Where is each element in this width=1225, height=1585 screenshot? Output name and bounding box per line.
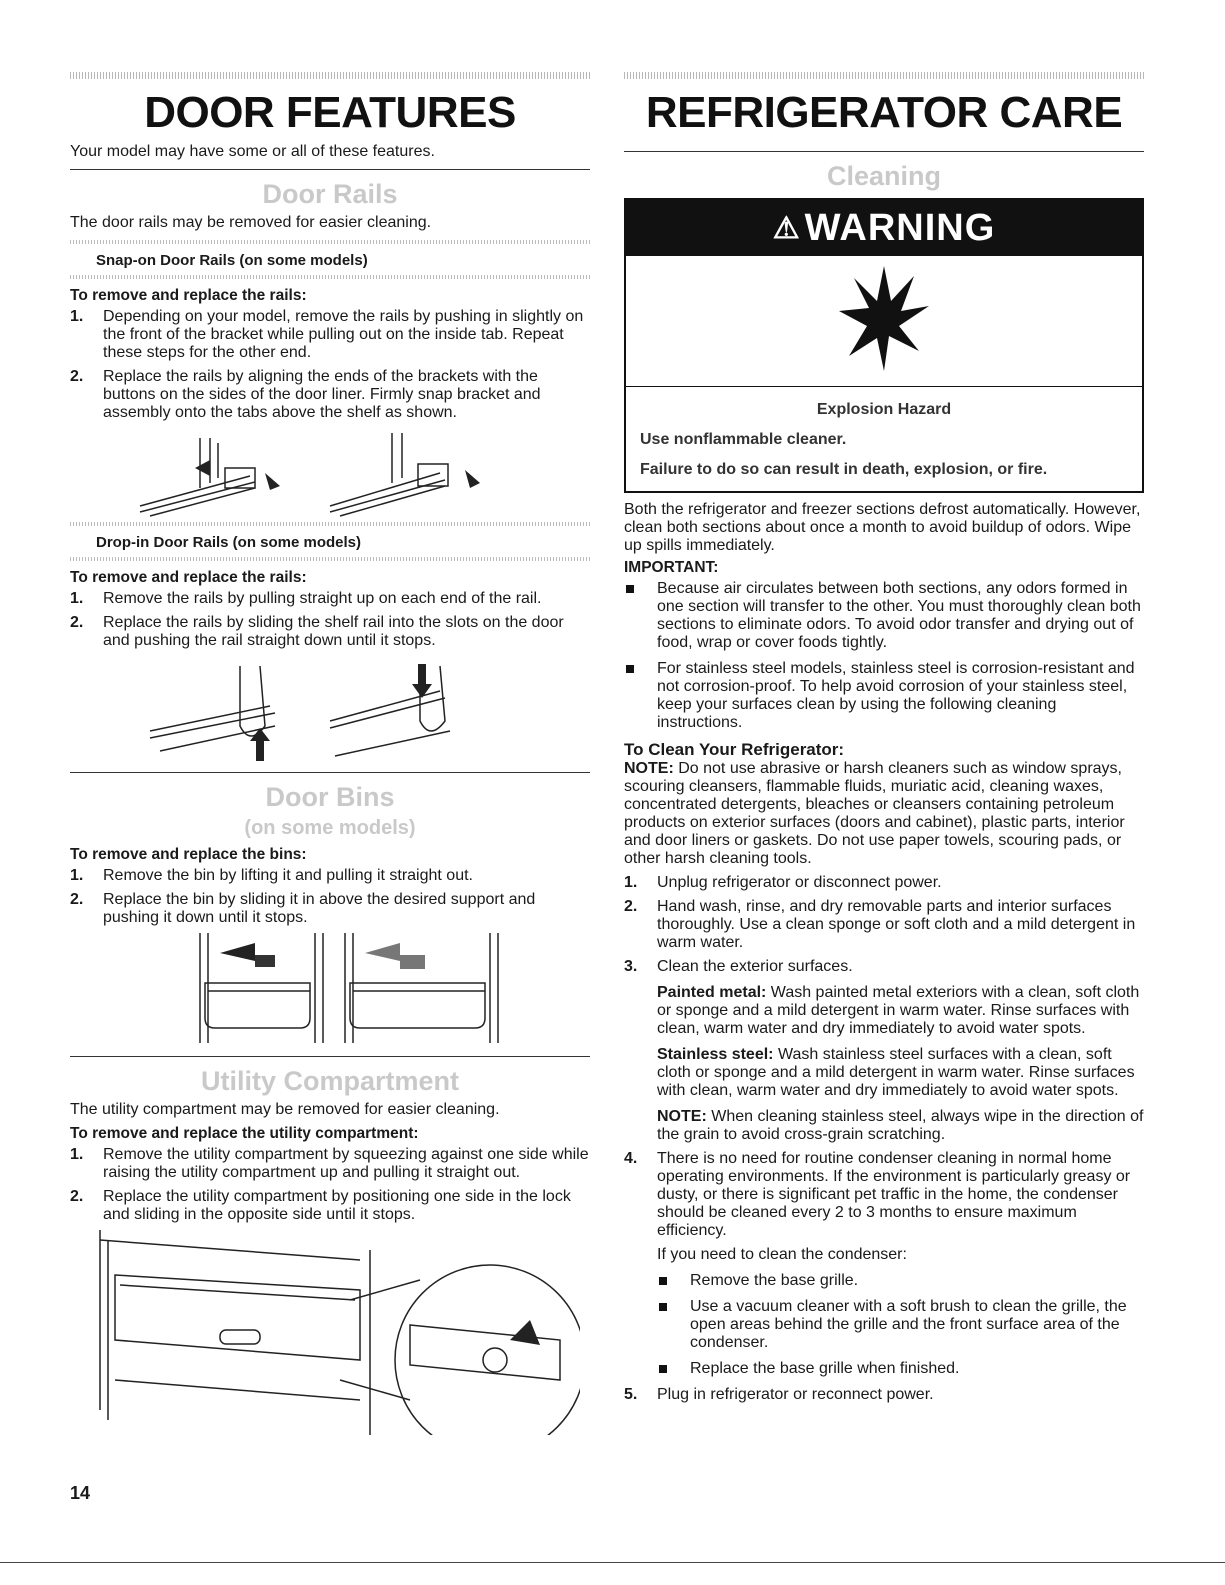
section-divider	[70, 169, 590, 170]
section-divider	[70, 1056, 590, 1057]
door-features-title: DOOR FEATURES	[144, 88, 516, 137]
section-divider	[70, 772, 590, 773]
defrost-paragraph: Both the refrigerator and freezer sections defrost automatically. However, clean both sections about once a month to avoid buildup of odors. Wipe up spills immediately.	[624, 501, 1141, 554]
list-item: Replace the base grille when finished.	[657, 1360, 1144, 1378]
note-paragraph: NOTE: Do not use abrasive or harsh cleaners such as window sprays, scouring cleansers, flammable fluids, muriatic acid, cleaning waxes, concentrated detergents, bleaches or cleansers containing petroleum products on exterior surfaces (doors and cabinet), plastic parts, interior and door liners or gaskets. Do not use paper towels, scouring pads, or other harsh cleaning tools.	[624, 760, 1125, 867]
subhead-hatch	[70, 557, 590, 561]
list-item: 1. Remove the bin by lifting it and pulling it straight out.	[70, 867, 473, 884]
refrigerator-care-title: REFRIGERATOR CARE	[645, 88, 1123, 137]
list-item: 1. Unplug refrigerator or disconnect power.	[624, 874, 942, 891]
door-bins-steps	[70, 867, 590, 927]
explosion-icon	[839, 266, 929, 376]
drop-in-heading: Drop-in Door Rails (on some models)	[96, 534, 362, 551]
warning-line: Use nonflammable cleaner.	[640, 431, 847, 448]
list-item: 2. Replace the bin by sliding it in above the desired support and pushing it down until it stops.	[70, 891, 536, 926]
list-item: For stainless steel models, stainless steel is corrosion-resistant and not corrosion-proof. To help avoid corrosion of your stainless steel, keep your surfaces clean by using the following cleaning instructions.	[624, 660, 1144, 732]
door-features-intro: Your model may have some or all of these features.	[70, 143, 435, 160]
warning-label: WARNING	[804, 206, 996, 249]
header-hatch	[70, 72, 590, 79]
section-divider	[624, 151, 1144, 152]
important-bullets	[624, 580, 1144, 732]
door-bin-illustration	[160, 933, 500, 1048]
snap-on-steps	[70, 308, 590, 422]
list-item: 2. Replace the rails by sliding the shelf rail into the slots on the door and pushing the rail straight down until it stops.	[70, 614, 564, 649]
warning-text	[626, 387, 1142, 491]
refrigerator-care-column	[624, 72, 1144, 1410]
door-rails-heading: Door Rails	[262, 179, 398, 209]
list-item: 4. There is no need for routine condenser cleaning in normal home operating environments. If the environment is particularly greasy or dusty, or there is significant pet traffic in the home, the condenser should be cleaned every 2 to 3 months to ensure maximum efficiency. If you need to clean the condenser: Remove the base grille. Use a vacuum cleaner with a soft brush to clean the grille, the open areas behind the grille and the front surface area of the condenser. Replace the base grille when finished.	[624, 1150, 1144, 1378]
utility-heading: Utility Compartment	[200, 1066, 460, 1096]
painted-metal-paragraph: Painted metal: Wash painted metal exteriors with a clean, soft cloth or sponge and a mild detergent in warm water. Rinse surfaces with clean, warm water and dry immediately to avoid water spots.	[657, 984, 1140, 1037]
drop-in-steps	[70, 590, 590, 650]
page-bottom-rule	[0, 1562, 1225, 1563]
utility-instr: To remove and replace the utility compartment:	[70, 1125, 419, 1142]
warning-header	[626, 200, 1142, 256]
condenser-intro: If you need to clean the condenser:	[657, 1246, 907, 1263]
hazard-title: Explosion Hazard	[816, 401, 952, 418]
list-item: 3. Clean the exterior surfaces. Painted metal: Wash painted metal exteriors with a clean, soft cloth or sponge and a mild detergent in warm water. Rinse surfaces with clean, warm water and dry immediately to avoid water spots. Stainless steel: Wash stainless steel surfaces with a clean, soft cloth or sponge and a mild detergent in warm water. Rinse surfaces with clean, warm water and dry immediately to avoid water spots. NOTE: When cleaning stainless steel, always wipe in the direction of the grain to avoid cross-grain scratching.	[624, 958, 1144, 1143]
warning-line: Failure to do so can result in death, explosion, or fire.	[640, 461, 1048, 478]
list-item: 2. Replace the utility compartment by positioning one side in the lock and sliding in the opposite side until it stops.	[70, 1188, 571, 1223]
list-item: 1. Remove the rails by pulling straight up on each end of the rail.	[70, 590, 542, 607]
clean-heading: To Clean Your Refrigerator:	[624, 740, 845, 759]
list-item: Remove the base grille.	[657, 1272, 1144, 1290]
warning-box	[624, 198, 1144, 493]
list-item: 1. Depending on your model, remove the rails by pushing in slightly on the front of the bracket while pulling out on the inside tab. Repeat these steps for the other end.	[70, 308, 584, 361]
list-item: 2. Hand wash, rinse, and dry removable parts and interior surfaces thoroughly. Use a clean sponge or soft cloth and a mild detergent in warm water.	[624, 898, 1136, 951]
list-item: 2. Replace the rails by aligning the ends of the brackets with the buttons on the sides of the door liner. Firmly snap bracket and assembly onto the tabs above the shelf as shown.	[70, 368, 541, 421]
cleaning-heading: Cleaning	[826, 161, 941, 191]
snap-on-rail-illustration	[130, 428, 530, 518]
door-rails-intro: The door rails may be removed for easier cleaning.	[70, 214, 432, 231]
list-item: 1. Remove the utility compartment by squeezing against one side while raising the utility compartment up and pulling it straight out.	[70, 1146, 589, 1181]
door-bins-instr: To remove and replace the bins:	[70, 846, 307, 863]
door-bins-heading: Door Bins	[265, 782, 395, 812]
list-item: Use a vacuum cleaner with a soft brush to clean the grille, the open areas behind the grille and the front surface area of the condenser.	[657, 1298, 1144, 1352]
drop-in-instr: To remove and replace the rails:	[70, 569, 307, 586]
drop-in-rail-illustration	[130, 656, 530, 766]
utility-steps	[70, 1146, 590, 1224]
list-item: 5. Plug in refrigerator or reconnect power.	[624, 1386, 934, 1403]
door-bins-subtitle: (on some models)	[244, 817, 416, 839]
subhead-hatch	[70, 275, 590, 279]
door-features-column	[70, 72, 590, 1439]
list-item: Because air circulates between both sections, any odors formed in one section will transfer to the other. You must thoroughly clean both sections to eliminate odors. To avoid odor transfer and drying out of food, wrap or cover foods tightly.	[624, 580, 1144, 652]
header-hatch	[624, 72, 1144, 79]
important-label: IMPORTANT:	[624, 559, 719, 576]
stainless-note-paragraph: NOTE: When cleaning stainless steel, always wipe in the direction of the grain to avoid cross-grain scratching.	[657, 1108, 1144, 1143]
condenser-bullets	[657, 1272, 1144, 1378]
utility-intro: The utility compartment may be removed for easier cleaning.	[70, 1101, 500, 1118]
stainless-steel-paragraph: Stainless steel: Wash stainless steel surfaces with a clean, soft cloth or sponge and a mild detergent in warm water. Rinse surfaces with clean, warm water and dry immediately to avoid water spots.	[657, 1046, 1135, 1099]
snap-on-instr: To remove and replace the rails:	[70, 287, 307, 304]
cleaning-steps	[624, 874, 1144, 1404]
warning-triangle-icon: ⚠	[772, 211, 801, 245]
explosion-pictogram	[626, 256, 1142, 387]
page-number: 14	[70, 1483, 91, 1503]
utility-compartment-illustration	[80, 1230, 580, 1435]
snap-on-heading: Snap-on Door Rails (on some models)	[96, 252, 368, 269]
